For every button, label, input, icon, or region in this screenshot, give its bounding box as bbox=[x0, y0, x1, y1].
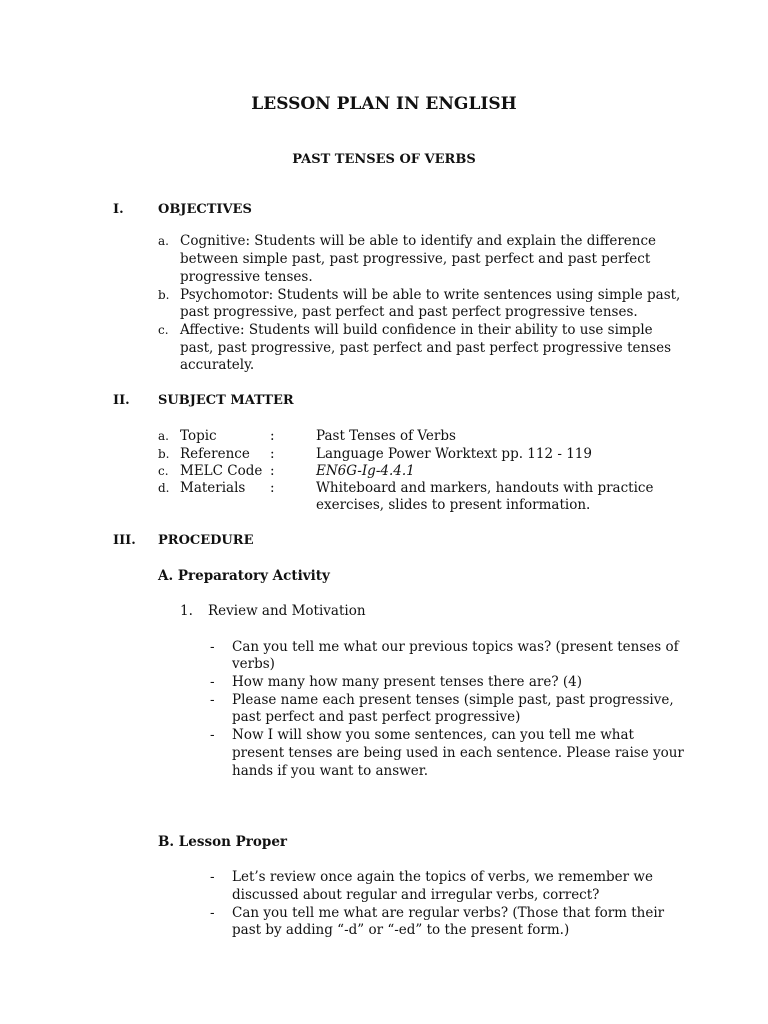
field-value: EN6G-Ig-4.4.1 bbox=[316, 463, 415, 479]
bullet-line: Now I will show you some sentences, can you tell me what bbox=[232, 727, 634, 743]
bullet-line: verbs) bbox=[232, 656, 275, 672]
section-numeral-subject-matter: II. bbox=[113, 393, 130, 408]
list-line: Cognitive: Students will be able to identify and explain the difference bbox=[180, 233, 657, 249]
field-label: Topic bbox=[180, 428, 217, 444]
bullet-dash: - bbox=[210, 727, 215, 743]
field-value: Language Power Worktext pp. 112 - 119 bbox=[316, 446, 592, 462]
section-numeral-procedure: III. bbox=[113, 533, 136, 548]
list-line: between simple past, past progressive, past perfect and past perfect bbox=[180, 251, 651, 267]
bullet-dash: - bbox=[210, 869, 215, 885]
step-label: Review and Motivation bbox=[208, 603, 366, 619]
bullet-line: Can you tell me what are regular verbs? (Those that form their bbox=[232, 905, 665, 921]
field-value: exercises, slides to present information. bbox=[316, 497, 591, 513]
list-line: accurately. bbox=[180, 357, 255, 373]
bullet-dash: - bbox=[210, 905, 215, 921]
field-colon: : bbox=[270, 428, 275, 444]
section-heading-subject-matter: SUBJECT MATTER bbox=[158, 393, 294, 408]
step-number: 1. bbox=[180, 603, 193, 619]
field-label: MELC Code bbox=[180, 463, 263, 479]
field-colon: : bbox=[270, 480, 275, 496]
bullet-line: present tenses are being used in each sentence. Please raise your bbox=[232, 745, 684, 761]
bullet-line: discussed about regular and irregular verbs, correct? bbox=[232, 887, 600, 903]
field-colon: : bbox=[270, 463, 275, 479]
bullet-line: Please name each present tenses (simple past, past progressive, bbox=[232, 692, 674, 708]
list-letter: a. bbox=[158, 429, 169, 443]
section-heading-objectives: OBJECTIVES bbox=[158, 202, 252, 217]
subheading-lesson-proper: B. Lesson Proper bbox=[158, 834, 288, 850]
list-line: progressive tenses. bbox=[180, 269, 313, 285]
section-heading-procedure: PROCEDURE bbox=[158, 533, 254, 548]
bullet-dash: - bbox=[210, 639, 215, 655]
bullet-dash: - bbox=[210, 692, 215, 708]
bullet-line: Can you tell me what our previous topics was? (present tenses of bbox=[232, 639, 679, 655]
list-letter: b. bbox=[158, 288, 170, 302]
bullet-line: How many how many present tenses there are? (4) bbox=[232, 674, 582, 690]
field-value: Past Tenses of Verbs bbox=[316, 428, 456, 444]
list-letter: d. bbox=[158, 481, 170, 495]
bullet-line: hands if you want to answer. bbox=[232, 763, 428, 779]
field-label: Materials bbox=[180, 480, 246, 496]
list-line: Psychomotor: Students will be able to write sentences using simple past, bbox=[180, 287, 681, 303]
section-numeral-objectives: I. bbox=[113, 202, 124, 217]
bullet-line: past by adding “-d” or “-ed” to the present form.) bbox=[232, 922, 570, 938]
subheading-preparatory-activity: A. Preparatory Activity bbox=[158, 568, 330, 584]
list-line: past, past progressive, past perfect and past perfect progressive tenses bbox=[180, 340, 672, 356]
list-letter: c. bbox=[158, 323, 169, 337]
list-letter: b. bbox=[158, 447, 170, 461]
bullet-line: Let’s review once again the topics of verbs, we remember we bbox=[232, 869, 653, 885]
document-subtitle: PAST TENSES OF VERBS bbox=[292, 152, 476, 167]
field-value: Whiteboard and markers, handouts with practice bbox=[316, 480, 654, 496]
bullet-line: past perfect and past perfect progressive) bbox=[232, 709, 521, 725]
bullet-dash: - bbox=[210, 674, 215, 690]
list-line: Affective: Students will build confidence in their ability to use simple bbox=[180, 322, 653, 338]
field-colon: : bbox=[270, 446, 275, 462]
field-label: Reference bbox=[180, 446, 250, 462]
list-line: past progressive, past perfect and past perfect progressive tenses. bbox=[180, 304, 638, 320]
document-title: LESSON PLAN IN ENGLISH bbox=[251, 94, 517, 114]
list-letter: c. bbox=[158, 464, 169, 478]
list-letter: a. bbox=[158, 234, 169, 248]
